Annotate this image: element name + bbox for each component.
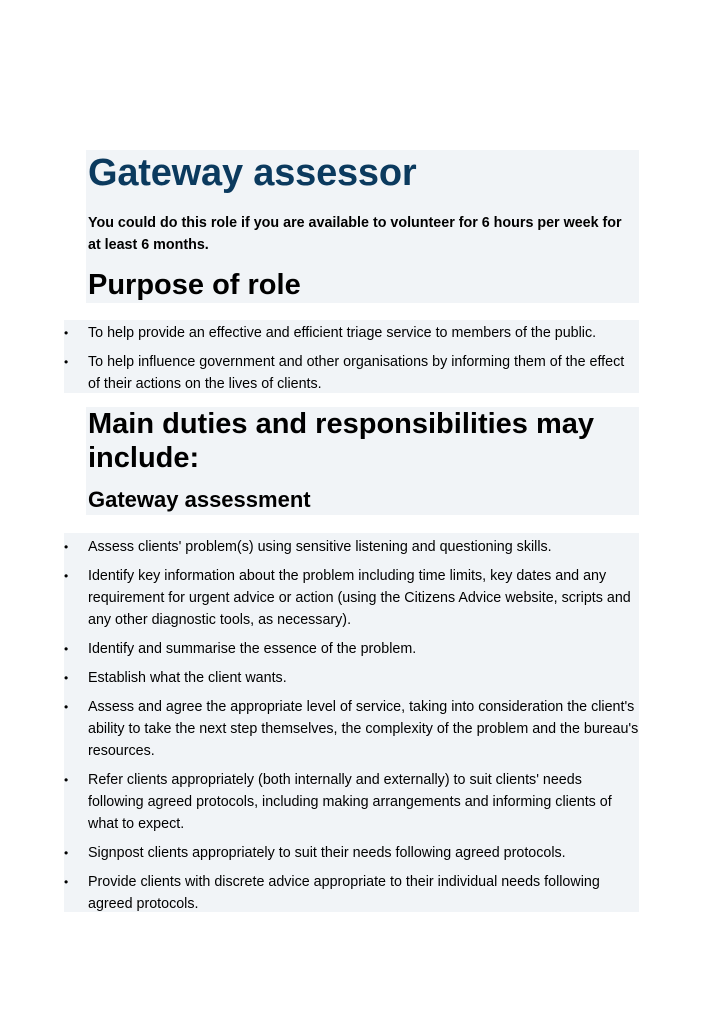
list-item: • Provide clients with discrete advice appropriate to their individual needs following agreed protocols.	[64, 871, 639, 915]
list-item: • Refer clients appropriately (both internally and externally) to suit clients' needs following agreed protocols, including making arrangements and informing clients of what to expect.	[64, 769, 639, 835]
list-item: • Identify key information about the problem including time limits, key dates and any requirement for urgent advice or action (using the Citizens Advice website, scripts and any other diagnostic tools, as necessary).	[64, 565, 639, 631]
duties-list-panel	[64, 533, 639, 912]
list-item: • To help influence government and other organisations by informing them of the effect of their actions on the lives of clients.	[64, 351, 639, 395]
list-item: • Establish what the client wants.	[64, 667, 639, 689]
list-item: • To help provide an effective and efficient triage service to members of the public.	[64, 322, 639, 344]
purpose-list-panel	[64, 320, 639, 393]
duties-header-panel	[86, 407, 639, 515]
page-title: Gateway assessor	[88, 152, 417, 194]
duties-list	[64, 536, 639, 915]
gateway-assessment-heading: Gateway assessment	[88, 487, 311, 512]
list-item: • Signpost clients appropriately to suit their needs following agreed protocols.	[64, 842, 639, 864]
list-item: • Assess clients' problem(s) using sensitive listening and questioning skills.	[64, 536, 639, 558]
list-item: • Identify and summarise the essence of the problem.	[64, 638, 639, 660]
duties-heading: Main duties and responsibilities may include:	[88, 408, 595, 474]
purpose-list	[64, 322, 639, 395]
list-item: • Assess and agree the appropriate level of service, taking into consideration the client's ability to take the next step themselves, the complexity of the problem and the bureau's resources.	[64, 696, 639, 762]
availability-text: You could do this role if you are available to volunteer for 6 hours per week for at least 6 months.	[88, 215, 622, 253]
purpose-heading: Purpose of role	[88, 269, 301, 301]
header-panel	[86, 150, 639, 303]
